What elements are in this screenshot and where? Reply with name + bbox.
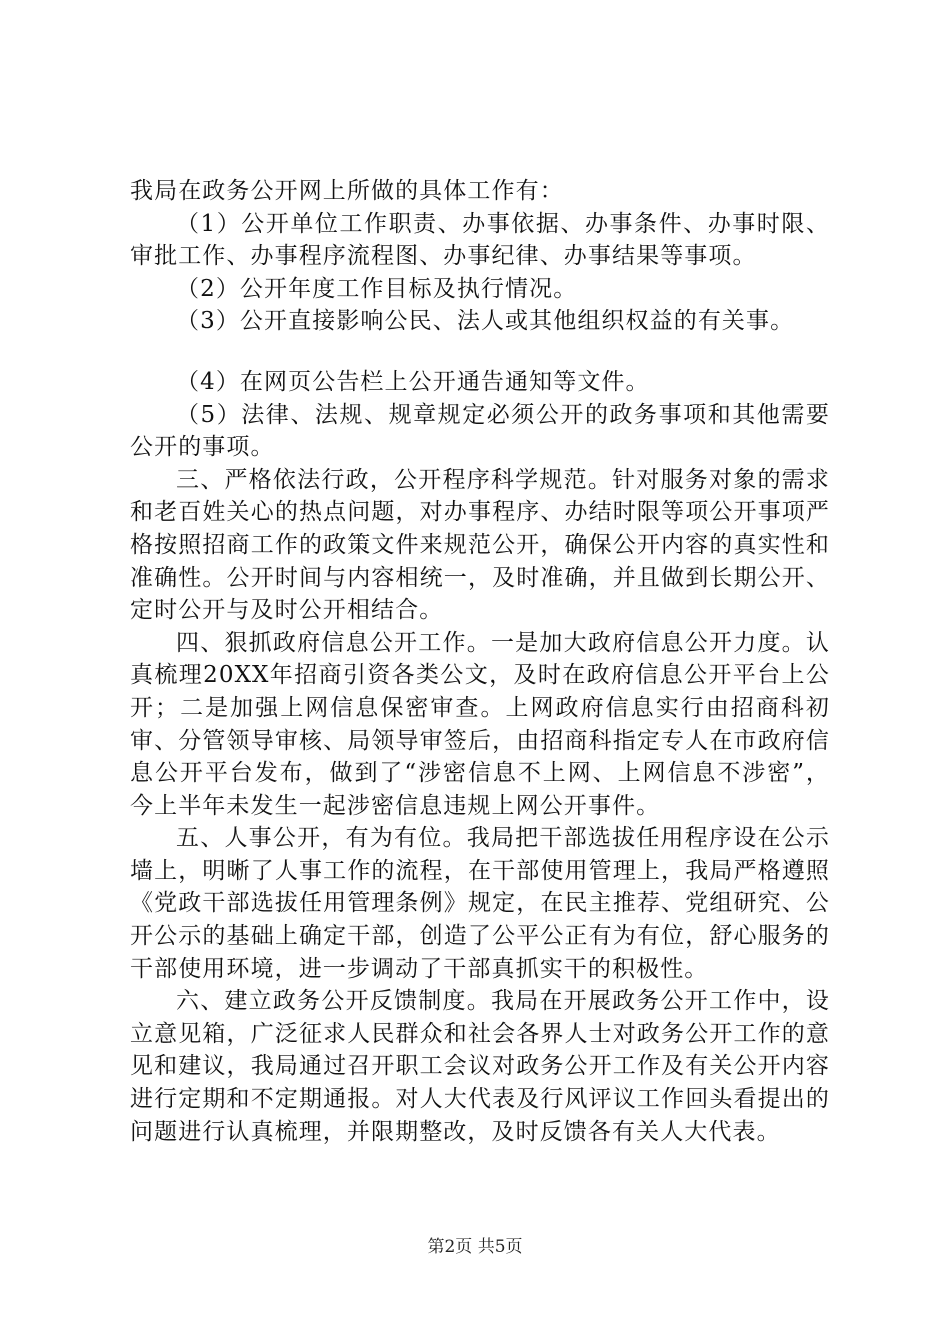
section-3-paragraph: 三、严格依法行政，公开程序科学规范。针对服务对象的需求和老百姓关心的热点问题，对办事程序、办结时限等项公开事项严格按照招商工作的政策文件来规范公开，确保公开内容的真实性和准确性。公开时间与内容相统一，及时准确，并且做到长期公开、定时公开与及时公开相结合。	[130, 466, 830, 624]
section-5-paragraph: 五、人事公开，有为有位。我局把干部选拔任用程序设在公示墙上，明晰了人事工作的流程，在干部使用管理上，我局严格遵照《党政干部选拔任用管理条例》规定，在民主推荐、党组研究、公开公示的基础上确定干部，创造了公平公正有为有位，舒心服务的干部使用环境，进一步调动了干部真抓实干的积极性。	[130, 825, 830, 982]
document-body	[130, 175, 830, 1148]
section-4-paragraph: 四、狠抓政府信息公开工作。一是加大政府信息公开力度。认真梳理20XX年招商引资各类公文，及时在政府信息公开平台上公开；二是加强上网信息保密审查。上网政府信息实行由招商科初审、分管领导审核、局领导审签后，由招商科指定专人在市政府信息公开平台发布，做到了“涉密信息不上网、上网信息不涉密”，今上半年未发生一起涉密信息违规上网公开事件。	[130, 629, 830, 819]
list-item-1: （1）公开单位工作职责、办事依据、办事条件、办事时限、审批工作、办事程序流程图、办事纪律、办事结果等事项。	[130, 210, 830, 270]
list-item-4: （4）在网页公告栏上公开通告通知等文件。	[176, 368, 650, 395]
intro-line: 我局在政务公开网上所做的具体工作有：	[130, 178, 564, 204]
list-item-5: （5）法律、法规、规章规定必须公开的政务事项和其他需要公开的事项。	[130, 401, 830, 461]
section-6-paragraph: 六、建立政务公开反馈制度。我局在开展政务公开工作中，设立意见箱，广泛征求人民群众和社会各界人士对政务公开工作的意见和建议，我局通过召开职工会议对政务公开工作及有关公开内容进行定期和不定期通报。对人大代表及行风评议工作回头看提出的问题进行认真梳理，并限期整改，及时反馈各有关人大代表。	[130, 988, 830, 1145]
page-number-footer: 第2页 共5页	[427, 1237, 523, 1257]
list-item-3: （3）公开直接影响公民、法人或其他组织权益的有关事。	[176, 308, 795, 335]
list-item-2: （2）公开年度工作目标及执行情况。	[176, 275, 578, 302]
